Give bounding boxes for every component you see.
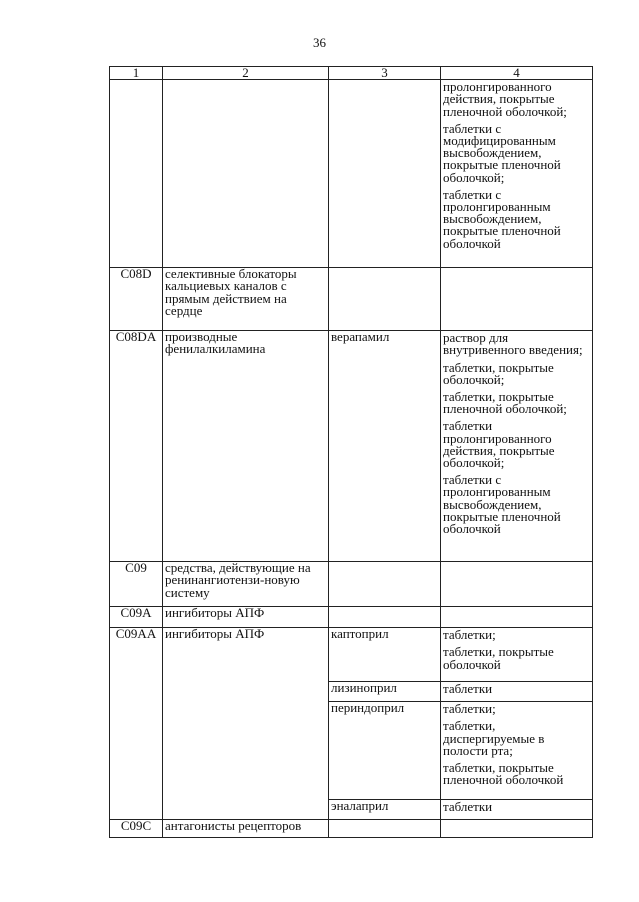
page-number: 36 [313,35,326,50]
dosage-forms-cell [441,682,593,702]
atc-code-cell: C09 [110,562,163,607]
drug-name-cell: верапамил [329,331,441,562]
column-header: 4 [441,67,593,80]
anatomical-therapeutic-group-cell: селективные блокаторы кальциевых каналов с прямым действием на сердце [163,268,329,331]
dosage-forms-cell [441,820,593,838]
dosage-form-entry: пролонгированного действия, покрытые пленочной оболочкой; [443,79,567,119]
table-row [110,268,593,331]
column-header-row [110,67,593,80]
column-header: 3 [329,67,441,80]
dosage-forms-cell [441,80,593,268]
dosage-form-entry: таблетки, покрытые пленочной оболочкой; [443,389,567,417]
anatomical-therapeutic-group-cell: средства, действующие на ренинангиотензи-новую систему [163,562,329,607]
dosage-form-entry: таблетки [443,681,493,697]
drug-name-cell [329,607,441,628]
dosage-form-entry: таблетки с пролонгированным высвобождением, покрытые пленочной оболочкой [443,472,561,537]
column-header: 2 [163,67,329,80]
dosage-forms-cell [441,628,593,682]
drug-name-cell [329,268,441,331]
atc-code-cell [110,80,163,268]
atc-code-cell: C08DA [110,331,163,562]
anatomical-therapeutic-group-cell: ингибиторы АПФ [163,628,329,820]
dosage-forms-cell [441,800,593,820]
dosage-form-entry: таблетки, покрытые пленочной оболочкой [443,760,564,788]
drug-name-cell: эналаприл [329,800,441,820]
anatomical-therapeutic-group-cell: ингибиторы АПФ [163,607,329,628]
dosage-forms-cell [441,562,593,607]
drug-name-cell: периндоприл [329,702,441,800]
dosage-forms-cell [441,331,593,562]
dosage-form-entry: раствор для внутривенного введения; [443,330,583,358]
drug-name-cell [329,820,441,838]
drug-name-cell: каптоприл [329,628,441,682]
column-header: 1 [110,67,163,80]
atc-code-cell: C08D [110,268,163,331]
anatomical-therapeutic-group-cell: производные фенилалкиламина [163,331,329,562]
dosage-form-entry: таблетки, диспергируемые в полости рта; [443,718,545,758]
dosage-form-entry: таблетки; [443,701,496,717]
table-row [110,820,593,838]
dosage-form-entry: таблетки; [443,627,496,643]
drug-table [109,66,593,838]
drug-name-cell [329,562,441,607]
table-row [110,607,593,628]
anatomical-therapeutic-group-cell: антагонисты рецепторов [163,820,329,838]
dosage-form-entry: таблетки с модифицированным высвобождением, покрытые пленочной оболочкой; [443,120,561,185]
dosage-form-entry: таблетки, покрытые оболочкой [443,644,554,672]
dosage-form-entry: таблетки [443,799,493,815]
dosage-form-entry: таблетки с пролонгированным высвобождением, покрытые пленочной оболочкой [443,186,561,251]
atc-code-cell: C09A [110,607,163,628]
atc-code-cell: C09C [110,820,163,838]
dosage-forms-cell [441,268,593,331]
table-row [110,562,593,607]
dosage-forms-cell [441,607,593,628]
table-row [110,628,593,682]
dosage-form-entry: таблетки пролонгированного действия, покрытые оболочкой; [443,418,555,471]
drug-name-cell: лизиноприл [329,682,441,702]
table-row [110,80,593,268]
dosage-forms-cell [441,702,593,800]
drug-name-cell [329,80,441,268]
table-row [110,331,593,562]
atc-code-cell: C09AA [110,628,163,820]
dosage-form-entry: таблетки, покрытые оболочкой; [443,359,554,387]
anatomical-therapeutic-group-cell [163,80,329,268]
